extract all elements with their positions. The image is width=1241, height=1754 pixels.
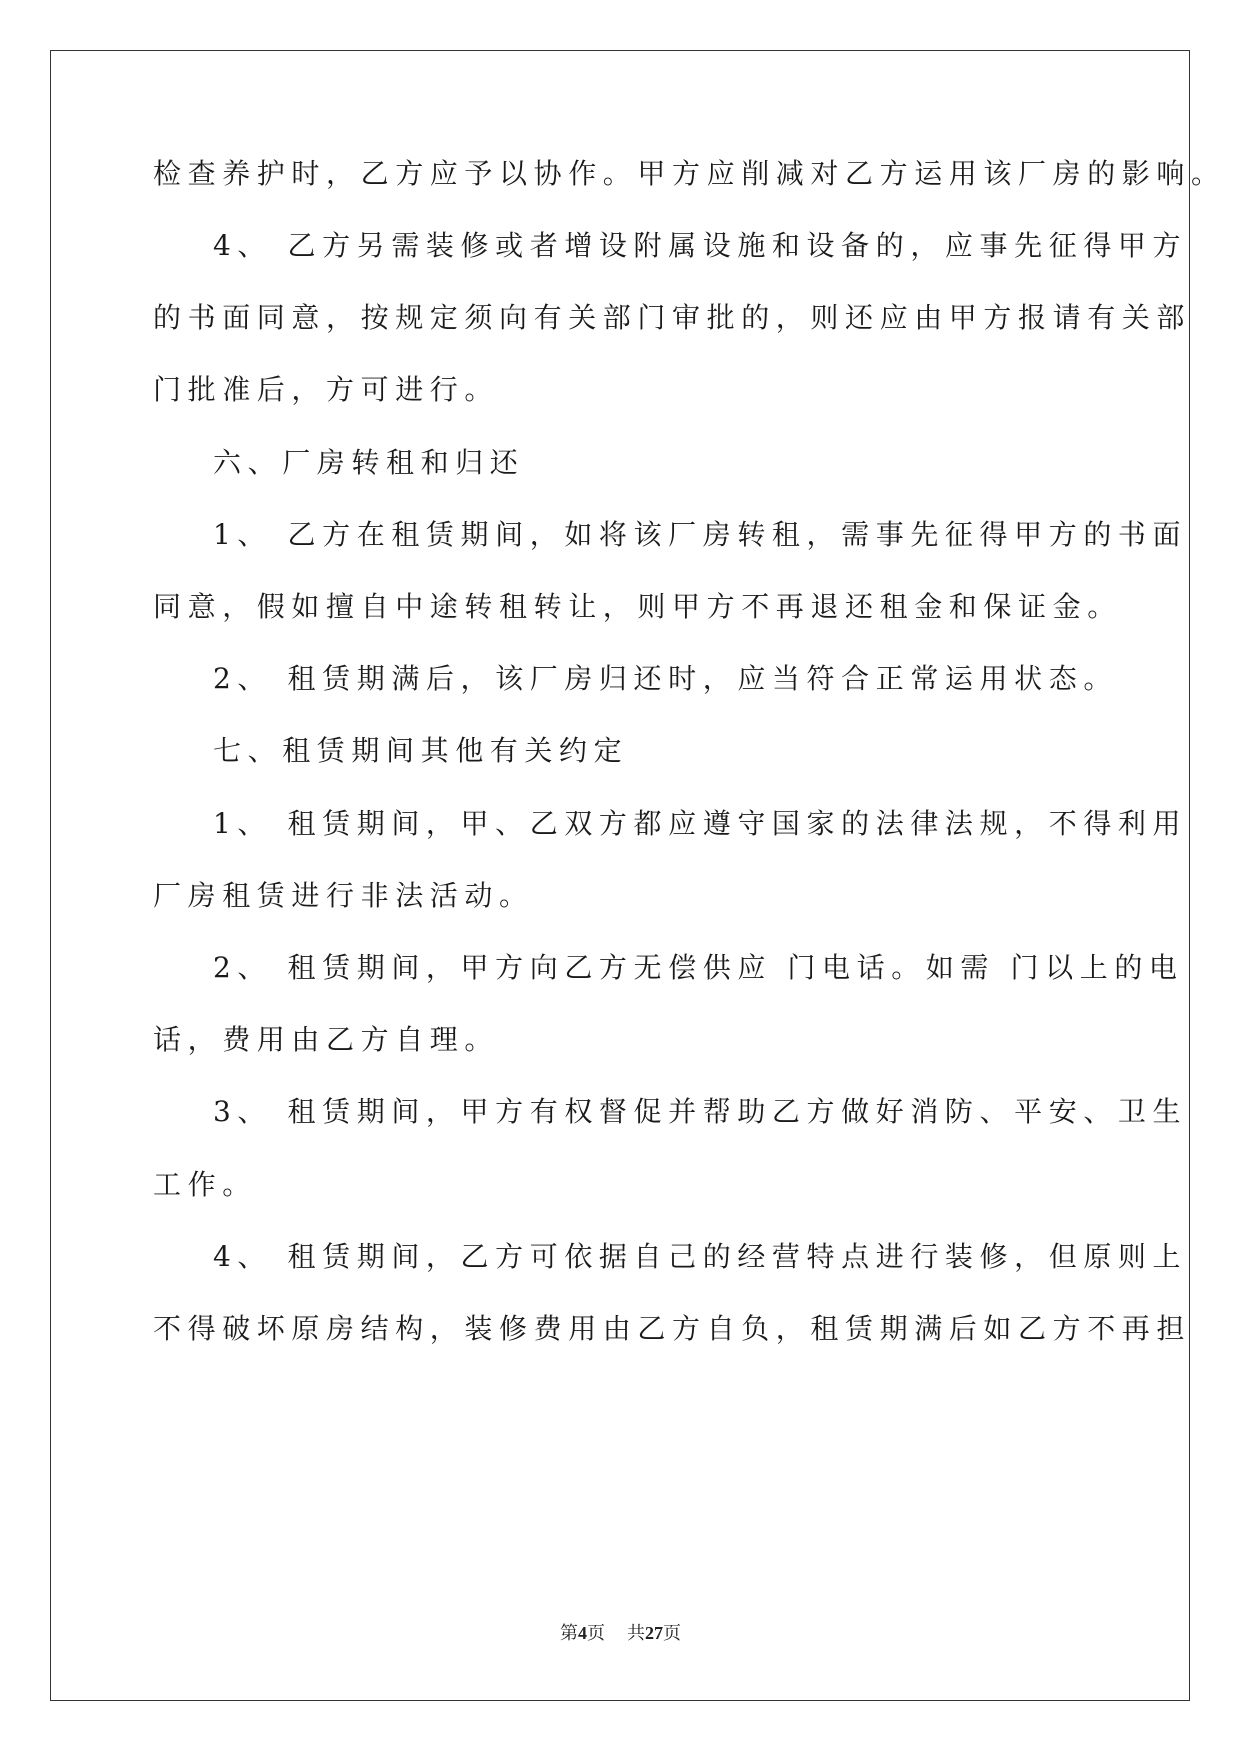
- paragraph-line: 工作。: [153, 1168, 257, 1201]
- total-label-suffix: 页: [663, 1623, 681, 1643]
- paragraph-line: 的书面同意，按规定须向有关部门审批的，则还应由甲方报请有关部: [153, 301, 1192, 334]
- paragraph-line: 话，费用由乙方自理。: [153, 1023, 500, 1056]
- page-label-prefix: 第: [560, 1623, 578, 1643]
- paragraph-line: 厂房租赁进行非法活动。: [153, 879, 534, 912]
- total-pages: 27: [645, 1623, 663, 1643]
- paragraph-line: 1、 租赁期间，甲、乙双方都应遵守国家的法律法规，不得利用: [213, 807, 1188, 840]
- paragraph-line: 门批准后，方可进行。: [153, 373, 500, 406]
- paragraph-line: 4、 乙方另需装修或者增设附属设施和设备的，应事先征得甲方: [213, 229, 1188, 262]
- section-heading: 七、租赁期间其他有关约定: [213, 734, 629, 767]
- paragraph-line: 1、 乙方在租赁期间，如将该厂房转租，需事先征得甲方的书面: [213, 518, 1188, 551]
- paragraph-line: 不得破坏原房结构，装修费用由乙方自负，租赁期满后如乙方不再担: [153, 1312, 1192, 1345]
- section-heading: 六、厂房转租和归还: [213, 446, 525, 479]
- paragraph-line: 4、 租赁期间，乙方可依据自己的经营特点进行装修，但原则上: [213, 1240, 1188, 1273]
- total-label-prefix: 共: [627, 1623, 645, 1643]
- paragraph-line: 检查养护时，乙方应予以协作。甲方应削减对乙方运用该厂房的影响。: [153, 157, 1226, 190]
- paragraph-line: 3、 租赁期间，甲方有权督促并帮助乙方做好消防、平安、卫生: [213, 1095, 1188, 1128]
- paragraph-line: 2、 租赁期满后，该厂房归还时，应当符合正常运用状态。: [213, 662, 1118, 695]
- paragraph-line: 2、 租赁期间，甲方向乙方无偿供应 门电话。如需 门以上的电: [213, 951, 1184, 984]
- page-number: 4: [578, 1623, 587, 1643]
- page-label-suffix: 页: [587, 1623, 605, 1643]
- page-footer: [0, 1619, 1241, 1645]
- paragraph-line: 同意，假如擅自中途转租转让，则甲方不再退还租金和保证金。: [153, 590, 1122, 623]
